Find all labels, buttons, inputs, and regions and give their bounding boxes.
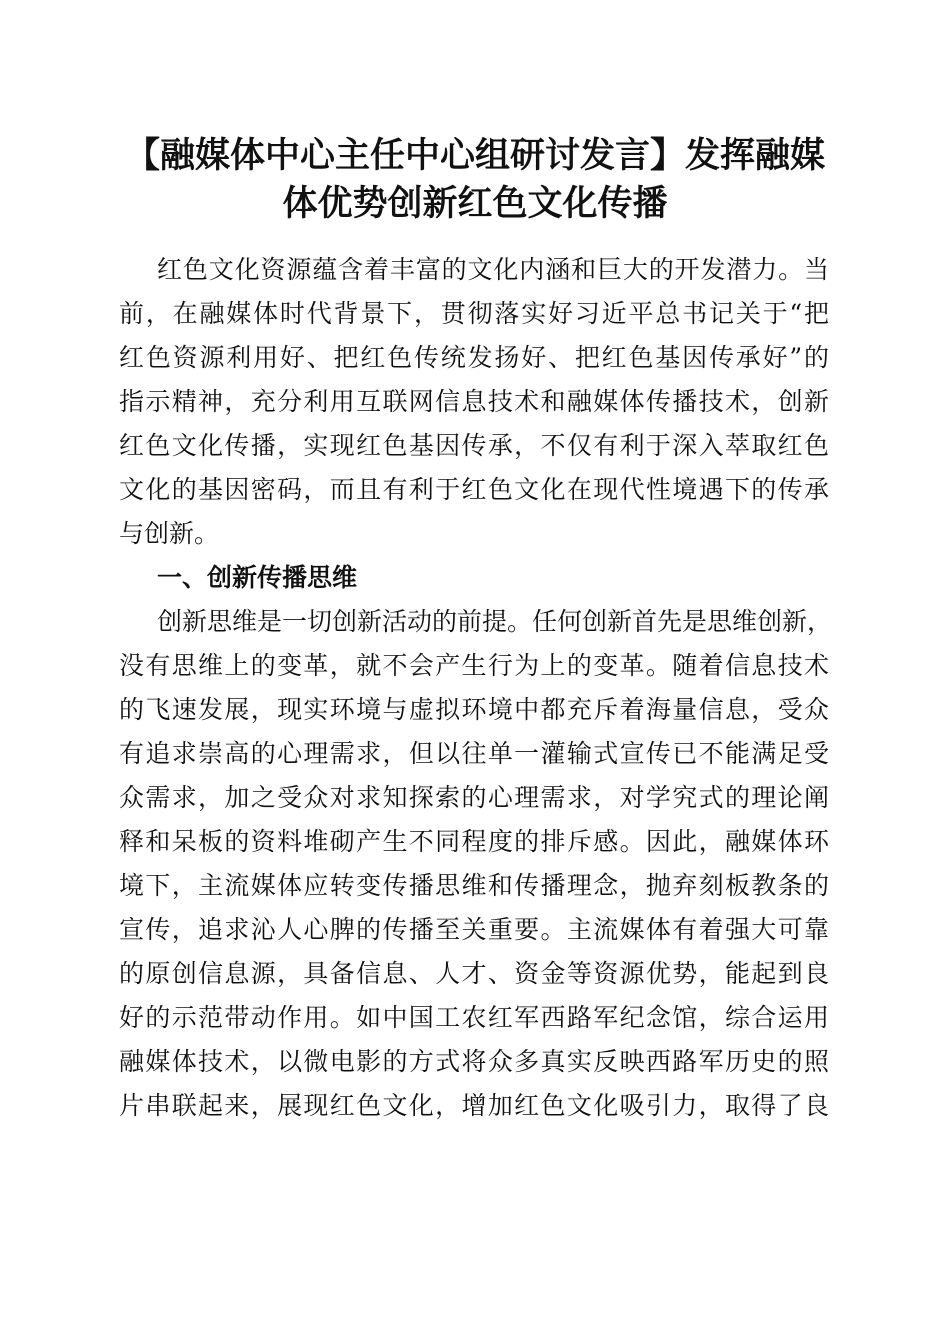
title-line-2: 体优势创新红色文化传播 (282, 184, 668, 224)
title-line-1: 【融媒体中心主任中心组研讨发言】发挥融媒 (124, 136, 825, 176)
paragraph-2-line-1: 创新思维是一切创新活动的前提。任何创新首先是思维创新， (157, 607, 833, 636)
paragraph-1-line-2: 前，在融媒体时代背景下，贯彻落实好习近平总书记关于“把 (119, 299, 829, 328)
paragraph-1-line-3: 红色资源利用好、把红色传统发扬好、把红色基因传承好”的 (119, 343, 829, 372)
paragraph-1-line-6: 文化的基因密码，而且有利于红色文化在现代性境遇下的传承 (119, 475, 829, 504)
paragraph-2-line-5: 众需求，加之受众对求知探索的心理需求，对学究式的理论阐 (119, 783, 829, 812)
paragraph-1-line-4: 指示精神，充分利用互联网信息技术和融媒体传播技术，创新 (119, 387, 829, 416)
paragraph-2-line-7: 境下，主流媒体应转变传播思维和传播理念，抛弃刻板教条的 (119, 871, 829, 900)
paragraph-2-line-4: 有追求崇高的心理需求，但以往单一灌输式宣传已不能满足受 (119, 739, 829, 768)
paragraph-2-line-11: 融媒体技术，以微电影的方式将众多真实反映西路军历史的照 (119, 1047, 829, 1076)
paragraph-2-line-2: 没有思维上的变革，就不会产生行为上的变革。随着信息技术 (119, 651, 829, 680)
paragraph-2-line-10: 好的示范带动作用。如中国工农红军西路军纪念馆，综合运用 (119, 1003, 829, 1032)
paragraph-2-line-6: 释和呆板的资料堆砌产生不同程度的排斥感。因此，融媒体环 (119, 827, 829, 856)
document-title (110, 132, 840, 228)
paragraph-1-line-7: 与创新。 (119, 519, 220, 548)
paragraph-2-line-8: 宣传，追求沁人心脾的传播至关重要。主流媒体有着强大可靠 (119, 915, 829, 944)
paragraph-1-line-5: 红色文化传播，实现红色基因传承，不仅有利于深入萃取红色 (119, 431, 829, 460)
section-1-heading: 一、创新传播思维 (157, 563, 358, 592)
paragraph-2-line-9: 的原创信息源，具备信息、人才、资金等资源优势，能起到良 (119, 959, 829, 988)
paragraph-2-line-12: 片串联起来，展现红色文化，增加红色文化吸引力，取得了良 (119, 1091, 829, 1120)
paragraph-2-line-3: 的飞速发展，现实环境与虚拟环境中都充斥着海量信息，受众 (119, 695, 829, 724)
paragraph-1-line-1: 红色文化资源蕴含着丰富的文化内涵和巨大的开发潜力。当 (157, 255, 829, 284)
